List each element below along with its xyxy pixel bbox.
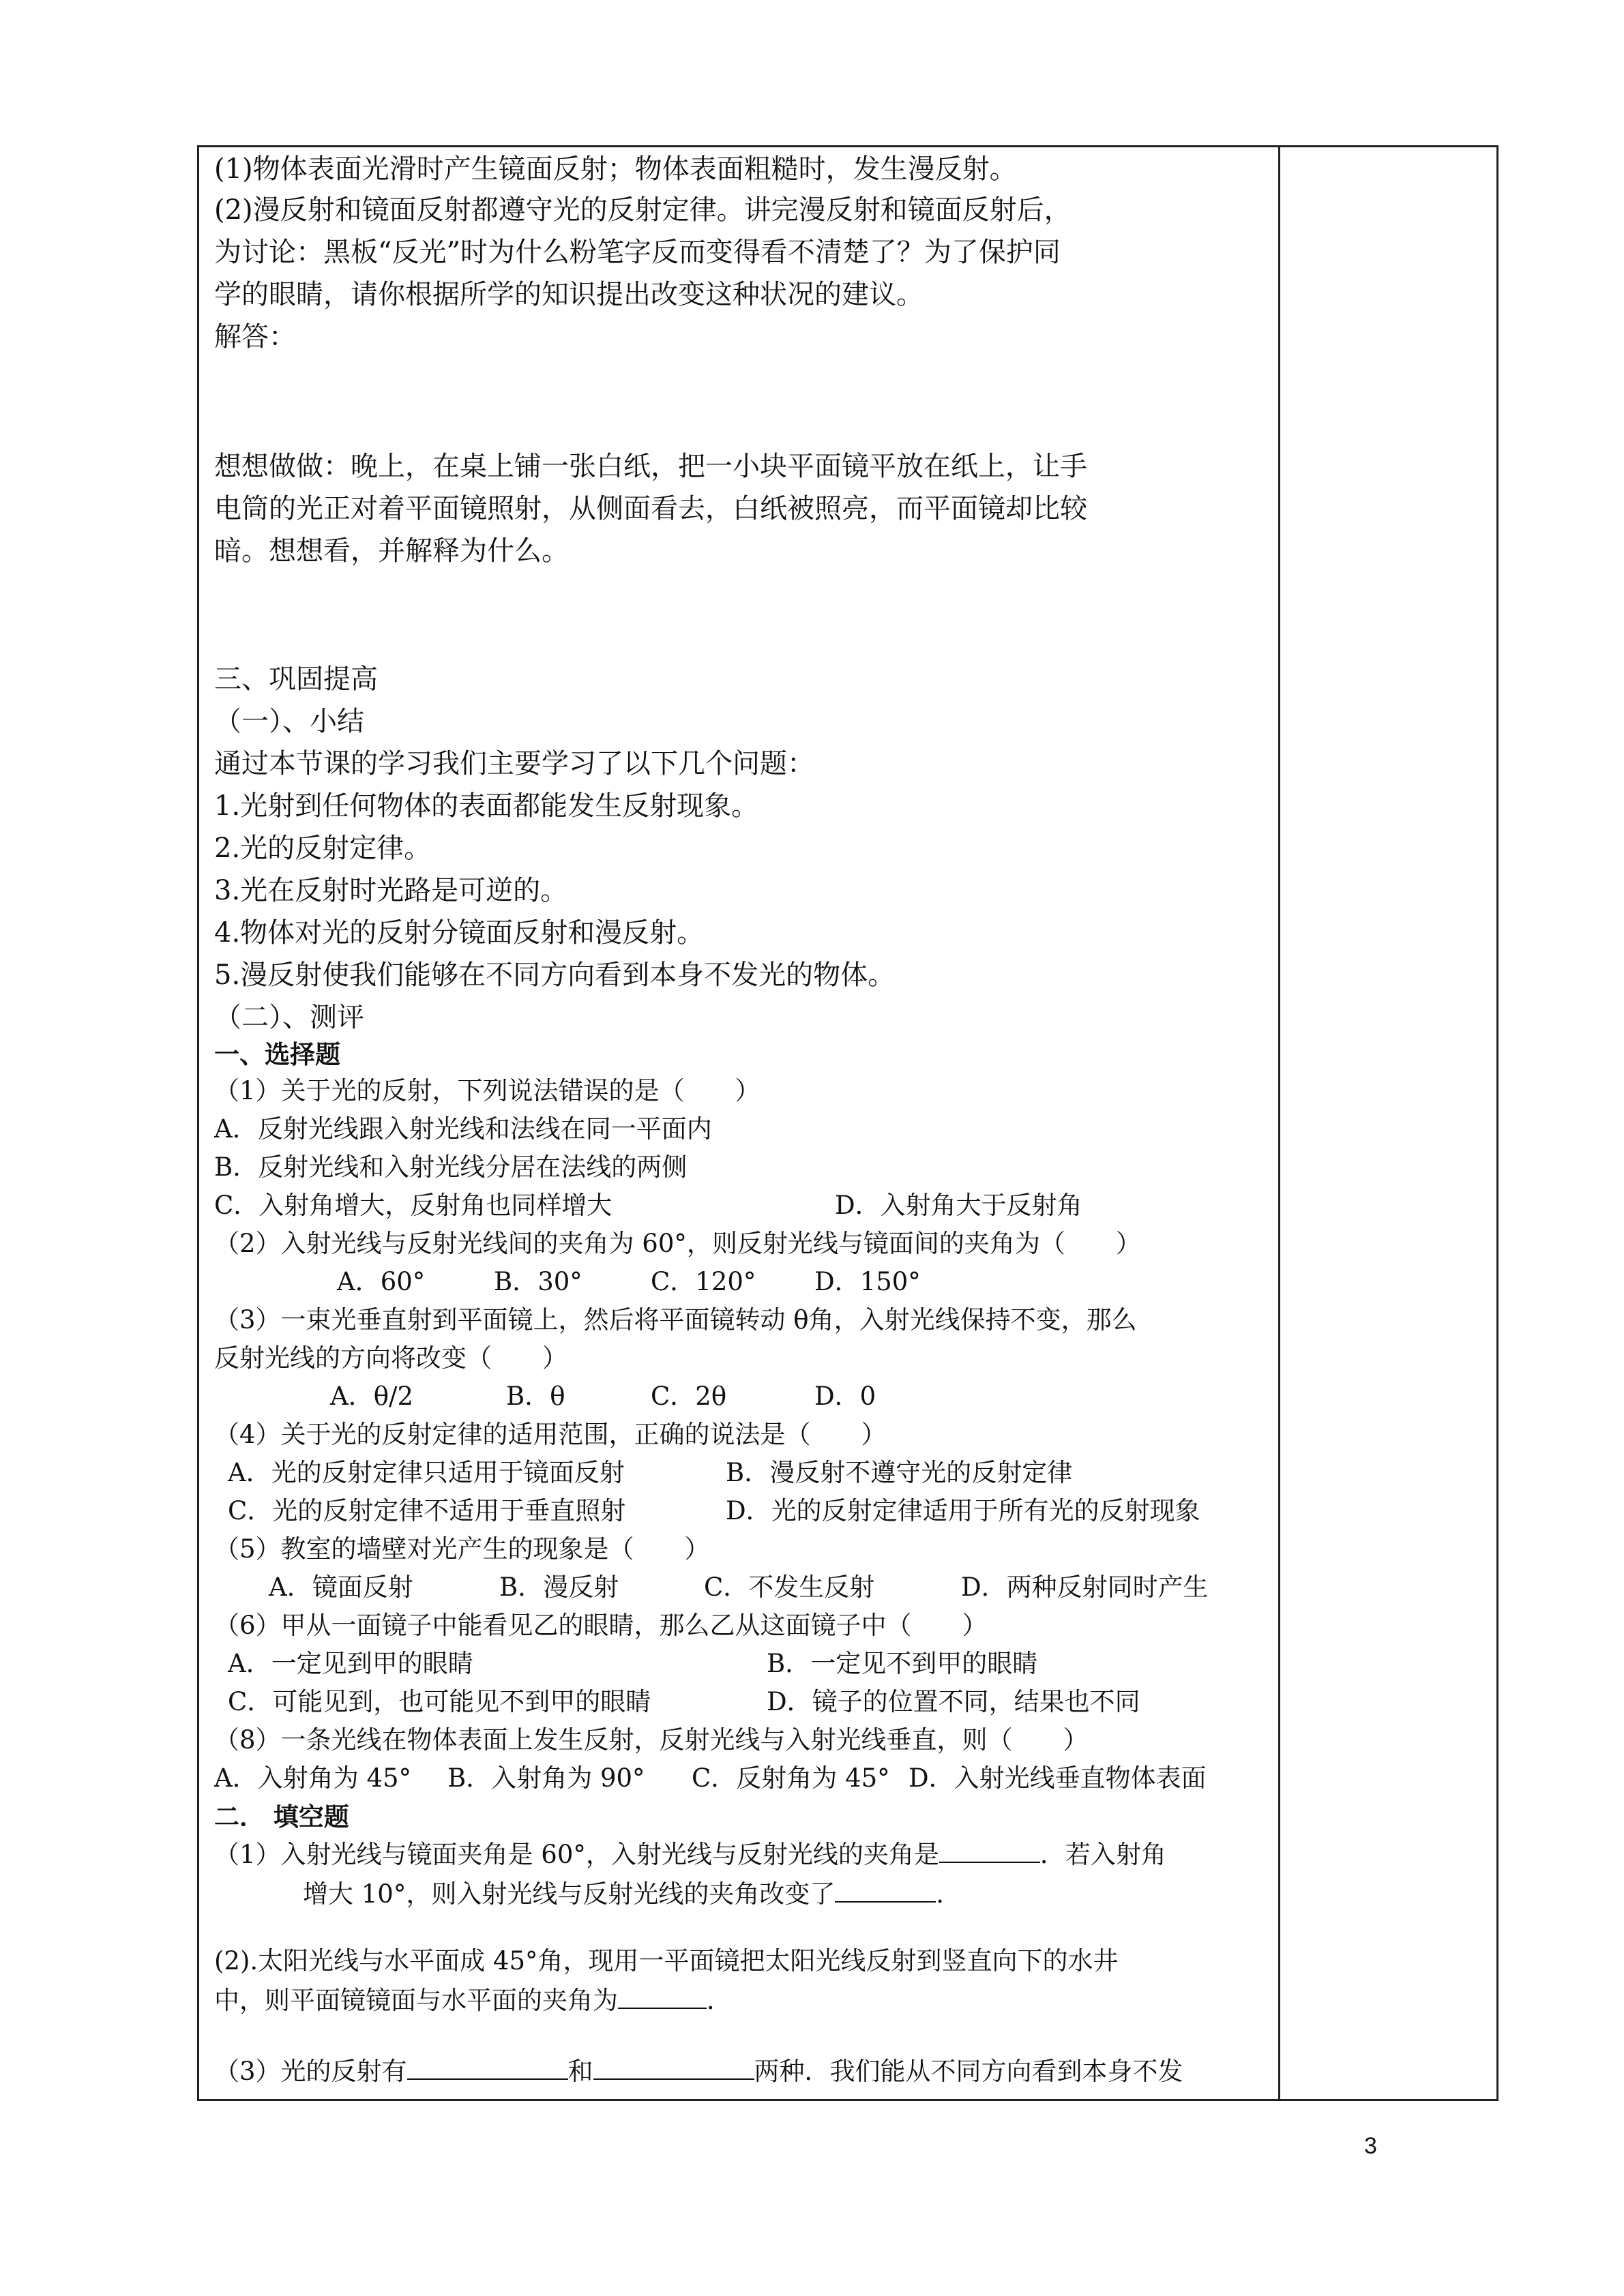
paragraph-line: 学的眼睛，请你根据所学的知识提出改变这种状况的建议。 xyxy=(214,279,924,310)
fill-question: (2).太阳光线与水平面成 45°角，现用一平面镜把太阳光线反射到竖直向下的水井 xyxy=(214,1946,1119,1976)
question-option: B．θ xyxy=(506,1382,565,1411)
paragraph-line: (1)物体表面光滑时产生镜面反射；物体表面粗糙时，发生漫反射。 xyxy=(214,153,1017,185)
content-column xyxy=(214,147,1268,2099)
question-option: C．入射角增大，反射角也同样增大 xyxy=(214,1191,612,1220)
fill-heading: 二． 填空题 xyxy=(214,1802,349,1832)
page-number: 3 xyxy=(1364,2133,1377,2159)
question-option: A．θ/2 xyxy=(330,1382,414,1411)
fill-question xyxy=(303,1875,961,1913)
question-stem: 反射光线的方向将改变（ ） xyxy=(214,1343,567,1373)
question-stem: （6）甲从一面镜子中能看见乙的眼睛，那么乙从这面镜子中（ ） xyxy=(214,1611,988,1640)
question-option: C．反射角为 45° xyxy=(692,1763,890,1793)
question-option: D．0 xyxy=(814,1382,876,1411)
section-heading: 三、巩固提高 xyxy=(214,664,378,695)
paragraph-line: 为讨论：黑板“反光”时为什么粉笔字反而变得看不清楚了？为了保护同 xyxy=(214,237,1061,268)
question-stem: （8）一条光线在物体表面上发生反射，反射光线与入射光线垂直，则（ ） xyxy=(214,1725,1089,1755)
subsection-heading: （二）、测评 xyxy=(214,1002,364,1033)
question-option: A．一定见到甲的眼睛 xyxy=(228,1649,473,1678)
question-option: D．入射光线垂直物体表面 xyxy=(909,1763,1207,1793)
question-option: C．可能见到，也可能见不到甲的眼睛 xyxy=(228,1687,651,1716)
fill-question xyxy=(214,2053,1183,2091)
question-option: B．漫反射 xyxy=(499,1572,619,1602)
answer-blank[interactable] xyxy=(939,1837,1040,1863)
question-option: D．镜子的位置不同，结果也不同 xyxy=(767,1687,1140,1716)
question-option: A．入射角为 45° xyxy=(214,1763,412,1793)
list-item: 5.漫反射使我们能够在不同方向看到本身不发光的物体。 xyxy=(214,959,896,991)
answer-blank[interactable] xyxy=(835,1877,936,1903)
list-item: 4.物体对光的反射分镜面反射和漫反射。 xyxy=(214,917,705,949)
answer-label: 解答： xyxy=(214,321,296,353)
notes-column xyxy=(1280,147,1496,2099)
fill-question xyxy=(214,1836,1166,1874)
worksheet-table xyxy=(197,145,1498,2101)
question-option: D．光的反射定律适用于所有光的反射现象 xyxy=(726,1496,1200,1525)
question-option: A．60° xyxy=(337,1267,426,1296)
question-option: A．镜面反射 xyxy=(269,1572,413,1602)
fill-question xyxy=(214,1982,732,2020)
fill-text: 增大 10°，则入射光线与反射光线的夹角改变了 xyxy=(303,1879,836,1909)
fill-text: （1）入射光线与镜面夹角是 60°，入射光线与反射光线的夹角是 xyxy=(214,1840,939,1869)
fill-text: ． xyxy=(936,1879,962,1909)
paragraph-line: 通过本节课的学习我们主要学习了以下几个问题： xyxy=(214,748,814,779)
question-option: C．120° xyxy=(651,1267,756,1296)
fill-text: 两种．我们能从不同方向看到本身不发 xyxy=(754,2057,1183,2086)
question-stem: （1）关于光的反射，下列说法错误的是（ ） xyxy=(214,1076,761,1105)
question-option: C．光的反射定律不适用于垂直照射 xyxy=(228,1496,626,1525)
paragraph-line: 暗。想想看，并解释为什么。 xyxy=(214,535,569,567)
fill-text: 和 xyxy=(567,2057,593,2086)
choice-heading: 一、选择题 xyxy=(214,1039,340,1069)
question-option: C．不发生反射 xyxy=(704,1572,875,1602)
paragraph-line: 想想做做：晚上，在桌上铺一张白纸，把一小块平面镜平放在纸上，让手 xyxy=(214,451,1087,482)
question-option: B．入射角为 90° xyxy=(447,1763,645,1793)
fill-text: 中，则平面镜镜面与水平面的夹角为 xyxy=(214,1986,618,2015)
question-option: D．150° xyxy=(814,1267,921,1296)
question-option: B．反射光线和入射光线分居在法线的两侧 xyxy=(214,1152,688,1182)
question-option: C．2θ xyxy=(651,1382,727,1411)
question-option: D．入射角大于反射角 xyxy=(835,1191,1082,1220)
paragraph-line: (2)漫反射和镜面反射都遵守光的反射定律。讲完漫反射和镜面反射后， xyxy=(214,194,1072,226)
list-item: 3.光在反射时光路是可逆的。 xyxy=(214,875,568,906)
question-option: D．两种反射同时产生 xyxy=(961,1572,1209,1602)
fill-text: ．若入射角 xyxy=(1039,1840,1166,1869)
answer-blank[interactable] xyxy=(593,2054,754,2080)
answer-blank[interactable] xyxy=(407,2054,568,2080)
question-option: B．一定见不到甲的眼睛 xyxy=(767,1649,1038,1678)
fill-text: ． xyxy=(707,1986,732,2015)
question-option: B．30° xyxy=(494,1267,582,1296)
list-item: 1.光射到任何物体的表面都能发生反射现象。 xyxy=(214,790,759,822)
question-option: A．光的反射定律只适用于镜面反射 xyxy=(228,1458,625,1487)
question-option: B．漫反射不遵守光的反射定律 xyxy=(726,1458,1073,1487)
question-stem: （3）一束光垂直射到平面镜上，然后将平面镜转动 θ角，入射光线保持不变，那么 xyxy=(214,1305,1137,1335)
paragraph-line: 电筒的光正对着平面镜照射，从侧面看去，白纸被照亮，而平面镜却比较 xyxy=(214,493,1087,524)
answer-blank[interactable] xyxy=(618,1983,707,2009)
fill-text: （3）光的反射有 xyxy=(214,2057,407,2086)
question-stem: （5）教室的墙壁对光产生的现象是（ ） xyxy=(214,1534,710,1564)
subsection-heading: （一）、小结 xyxy=(214,706,364,737)
question-option: A．反射光线跟入射光线和法线在同一平面内 xyxy=(214,1114,712,1144)
question-stem: （4）关于光的反射定律的适用范围，正确的说法是（ ） xyxy=(214,1420,887,1449)
question-stem: （2）入射光线与反射光线间的夹角为 60°，则反射光线与镜面间的夹角为（ ） xyxy=(214,1229,1141,1258)
list-item: 2.光的反射定律。 xyxy=(214,833,432,864)
